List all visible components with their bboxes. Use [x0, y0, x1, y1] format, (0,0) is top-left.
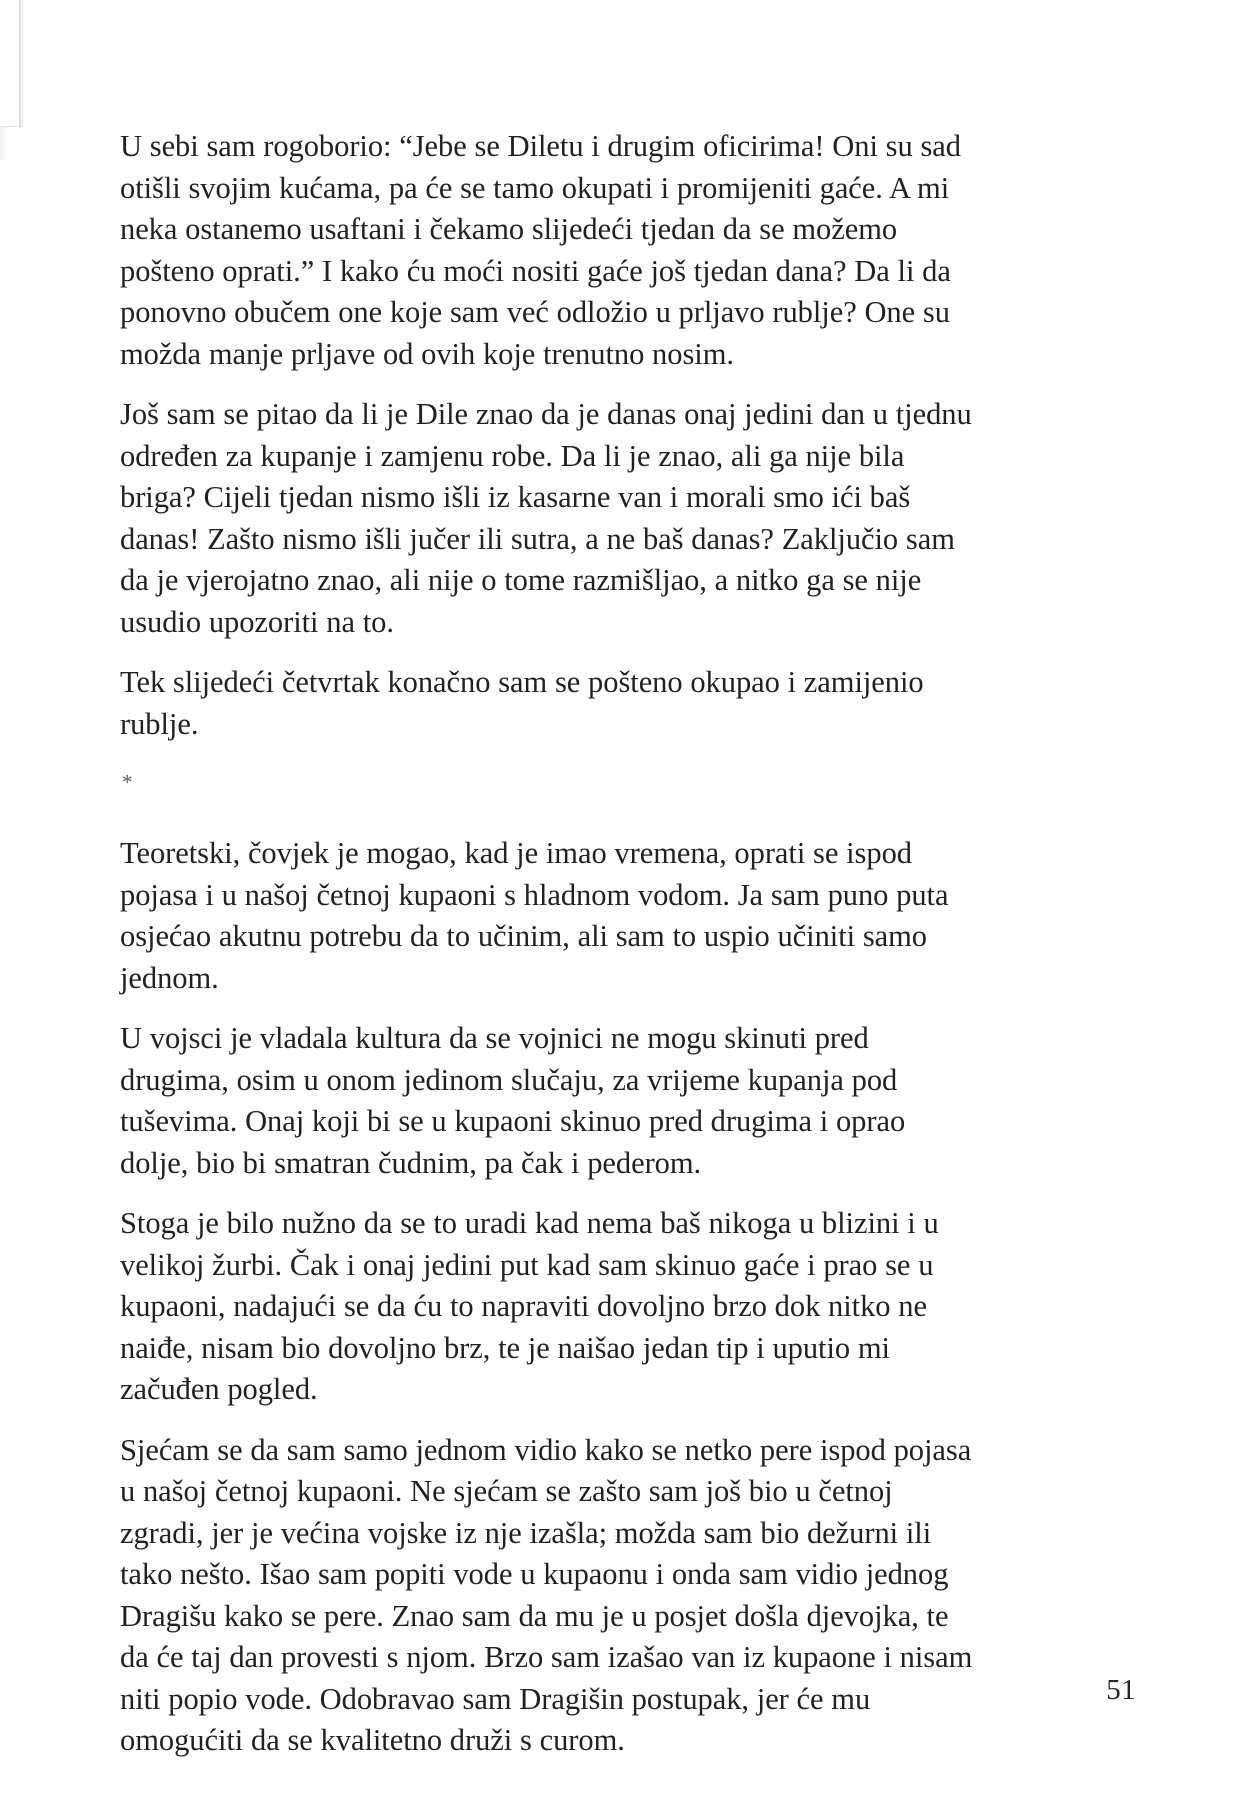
paragraph: Teoretski, čovjek je mogao, kad je imao vremena, oprati se ispod pojasa i u našoj četnoj kupaoni s hladnom vodom. Ja sam puno puta osjećao akutnu potrebu da to učinim, ali sam to uspio učiniti samo jednom.	[120, 836, 949, 995]
paragraph: U vojsci je vladala kultura da se vojnici ne mogu skinuti pred drugima, osim u onom jedinom slučaju, za vrijeme kupanja pod tuševima. Onaj koji bi se u kupaoni skinuo pred drugima i oprao dolje, bio bi smatran čudnim, pa čak i pederom.	[120, 1021, 906, 1180]
paragraph: Sjećam se da sam samo jednom vidio kako se netko pere ispod pojasa u našoj četnoj kupaoni. Ne sjećam se zašto sam još bio u četnoj zgradi, jer je većina vojske iz nje izašla; možda sam bio dežurni ili tako nešto. Išao sam popiti vode u kupaonu i onda sam vidio jednog Dragišu kako se pere. Znao sam da mu je u posjet došla djevojka, te da će taj dan provesti s njom. Brzo sam izašao van iz kupaone i nisam niti popio vode. Odobravao sam Dragišin postupak, jer će mu omogućiti da se kvalitetno druži s curom.	[120, 1432, 973, 1757]
paragraph: U sebi sam rogoborio: “Jebe se Diletu i drugim oficirima! Oni su sad otišli svojim kućama, pa će se tamo okupati i promijeniti gaće. A mi neka ostanemo usaftani i čekamo slijedeći tjedan da se možemo pošteno oprati.” I kako ću moći nositi gaće još tjedan dana? Da li da ponovno obučem one koje sam već odložio u prljavo rublje? One su možda manje prljave od ovih koje trenutno nosim.	[120, 129, 961, 371]
page-number: 51	[1106, 1674, 1136, 1706]
paragraph: Stoga je bilo nužno da se to uradi kad nema baš nikoga u blizini i u velikoj žurbi. Čak i onaj jedini put kad sam skinuo gaće i prao se u kupaoni, nadajući se da ću to napraviti dovoljno brzo dok nitko ne naiđe, nisam bio dovoljno brz, te je naišao jedan tip i uputio mi začuđen pogled.	[120, 1206, 939, 1406]
paragraph: Tek slijedeći četvrtak konačno sam se pošteno okupao i zamijenio rublje.	[120, 665, 924, 741]
scan-corner-artifact-bottom	[0, 160, 20, 1794]
body-text-column	[120, 126, 975, 1762]
scan-gutter-line	[19, 0, 21, 128]
paragraph: Još sam se pitao da li je Dile znao da je danas onaj jedini dan u tjednu određen za kupanje i zamjenu robe. Da li je znao, ali ga nije bila briga? Cijeli tjedan nismo išli iz kasarne van i morali smo ići baš danas! Zašto nismo išli jučer ili sutra, a ne baš danas? Zaključio sam da je vjerojatno znao, ali nije o tome razmišljao, a nitko ga se nije usudio upozoriti na to.	[120, 397, 972, 639]
section-separator-asterisk: *	[122, 770, 133, 794]
